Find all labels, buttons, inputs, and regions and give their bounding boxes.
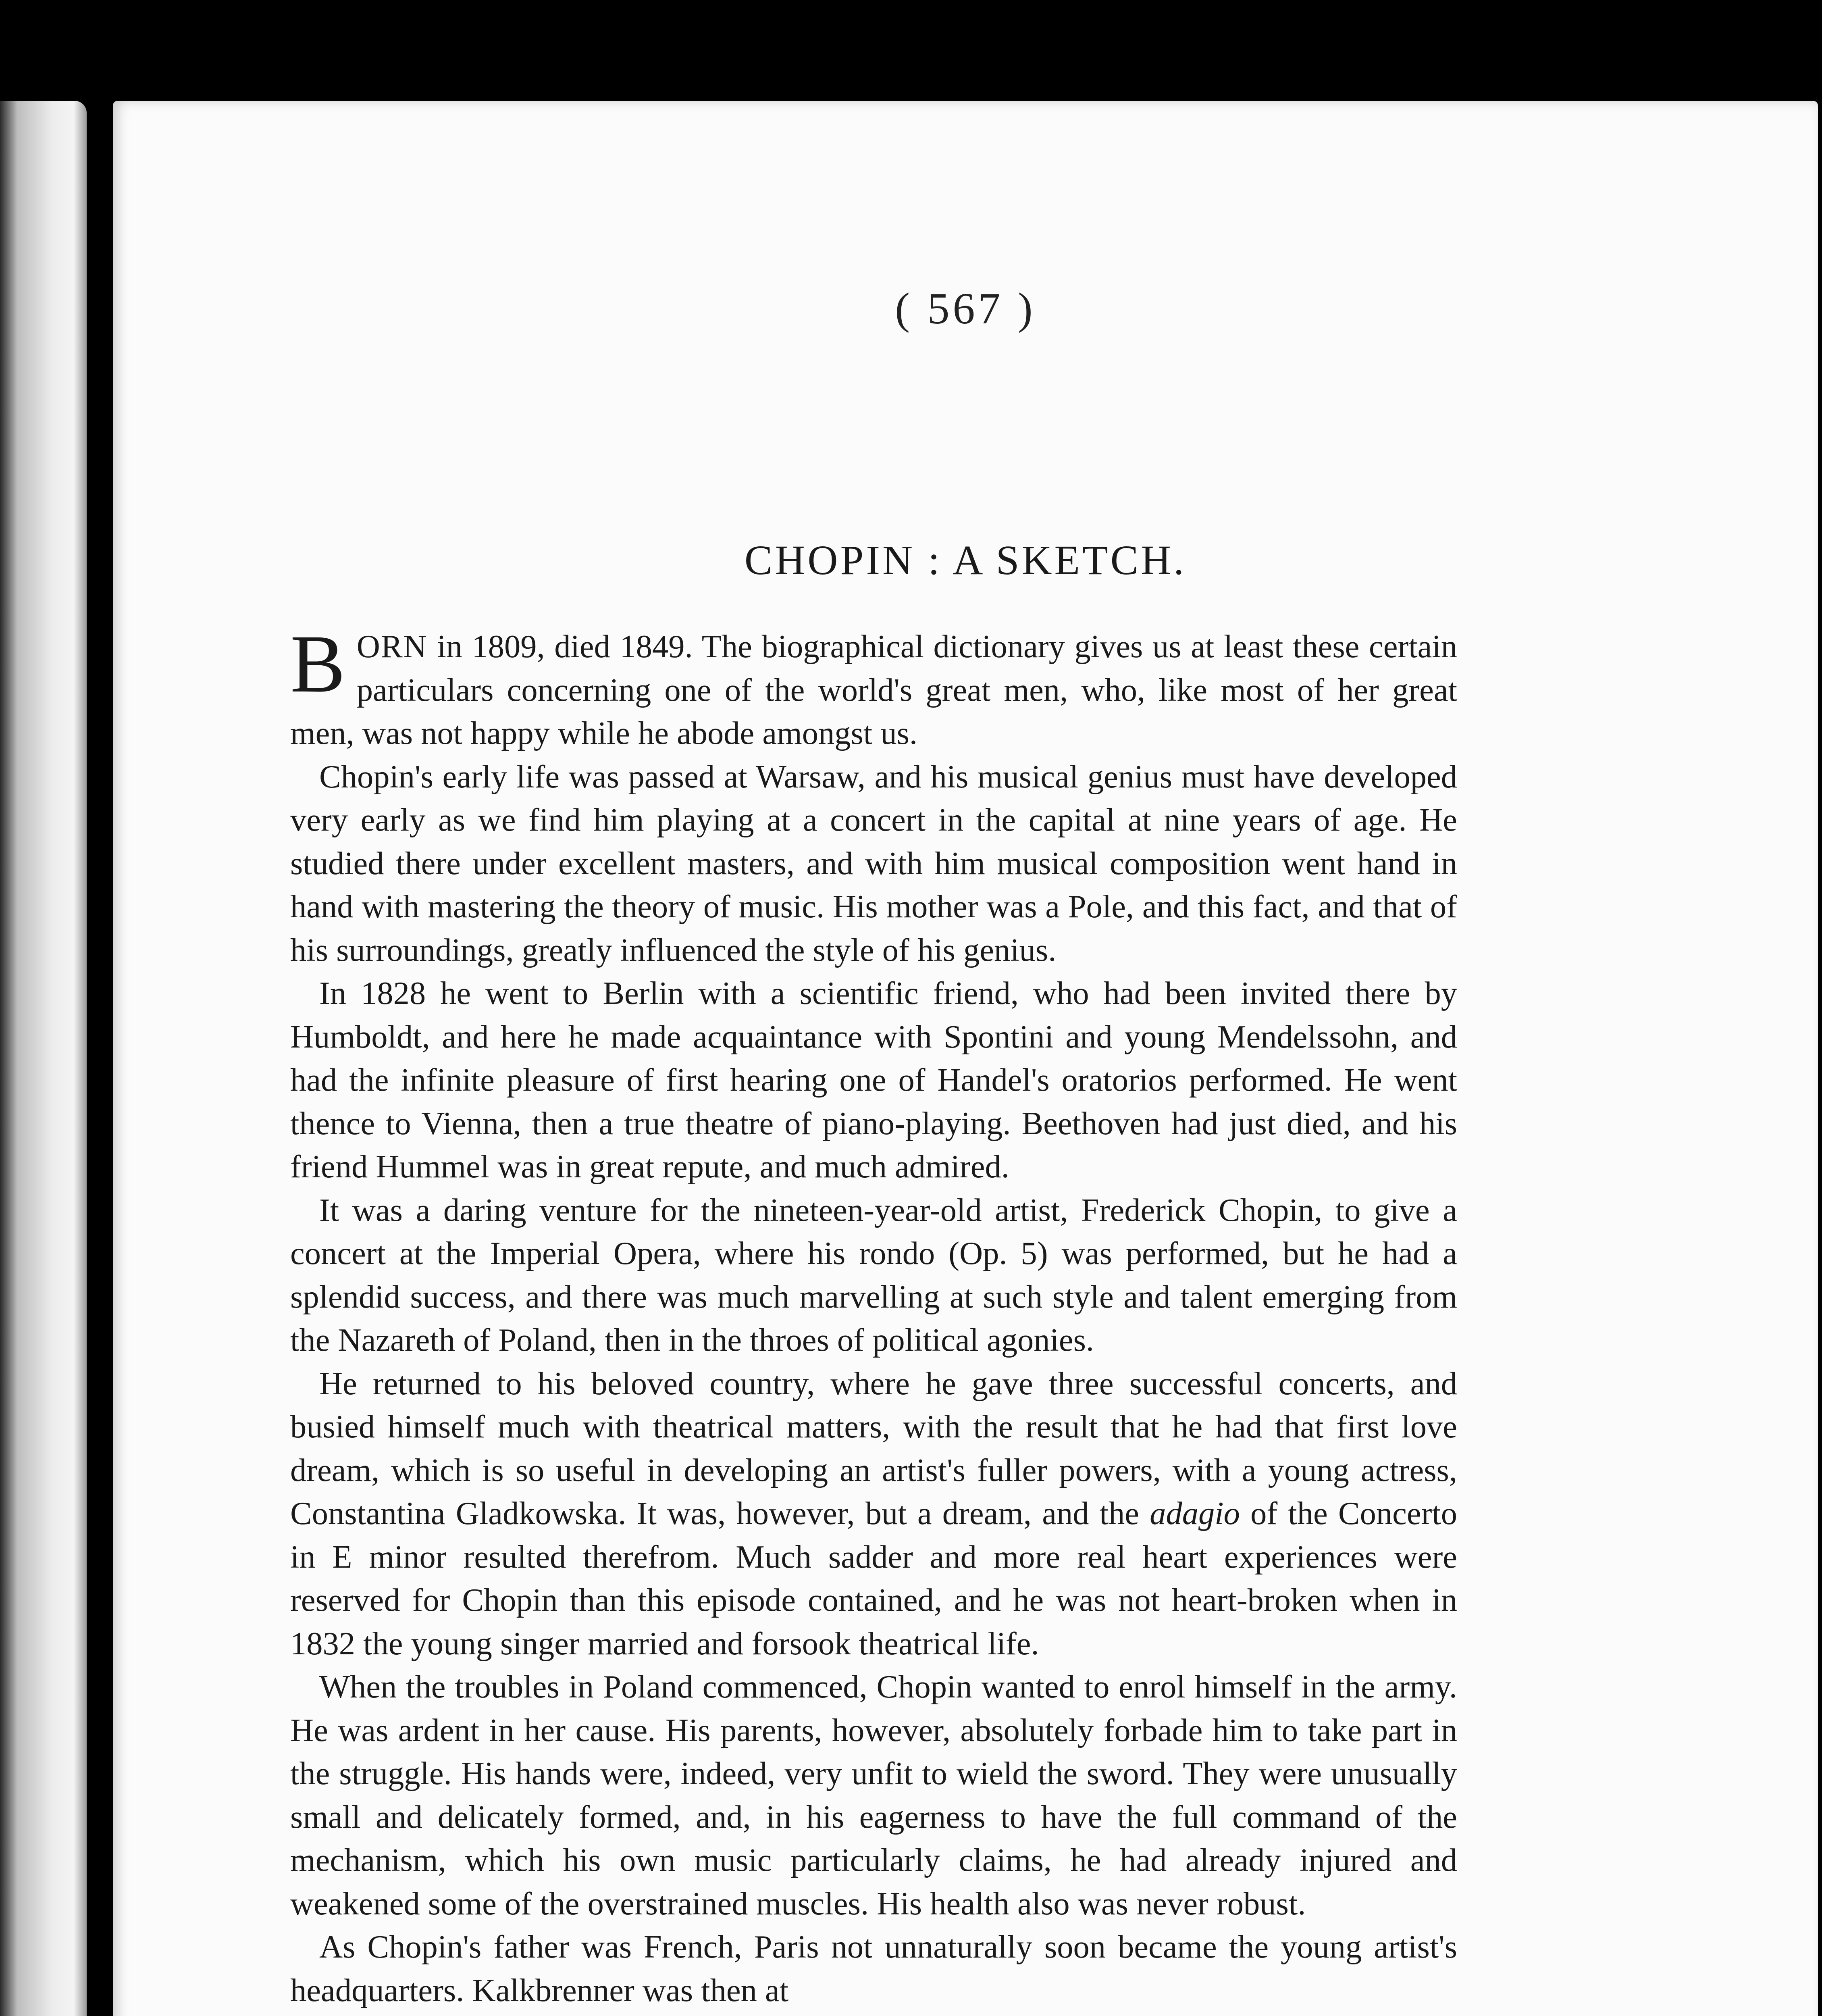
paragraph-return — [290, 1362, 1457, 1666]
article-title: CHOPIN : A SKETCH. — [744, 537, 1187, 583]
article-body — [290, 618, 1457, 2012]
paragraph-early-life: Chopin's early life was passed at Warsaw, and his musical genius must have developed very early as we find him playing at a concert in the capital at nine years of age. He studied there under excellent masters, and with him musical composition went hand in hand with mastering the theory of music. His mother was a Pole, and this fact, and that of his surroundings, greatly influenced the style of his genius. — [290, 758, 1457, 968]
opening-smallcaps: ORN — [356, 629, 428, 664]
opening-text: in 1809, died 1849. The biographical dictionary gives us at least these certain particulars concerning one of the world's great men, who, like most of her great men, was not happy while he abode amongst us. — [290, 629, 1457, 751]
paragraph-berlin: In 1828 he went to Berlin with a scientific friend, who had been invited there by Humboldt, and here he made acquaintance with Spontini and young Mendelssohn, and had the infinite pleasure of first hearing one of Handel's oratorios performed. He went thence to Vienna, then a true theatre of piano-playing. Beethoven had just died, and his friend Hummel was in great repute, and much admired. — [290, 975, 1457, 1185]
adagio-after: of the Concerto in E minor resulted therefrom. Much sadder and more real heart experiences were reserved for Chopin than this episode contained, and he was not heart-broken when in 1832 the young singer married and forsook theatrical life. — [290, 1495, 1457, 1662]
adagio-before: He returned to his beloved country, where he gave three successful concerts, and busied himself much with theatrical matters, with the result that he had that first love dream, which is so useful in developing an artist's fuller powers, with a young actress, Constantina Gladkowska. It was, however, but a dream, and the — [290, 1365, 1457, 1531]
paragraph-opening — [290, 618, 1457, 755]
left-page-edge — [0, 101, 87, 2016]
page-number: ( 567 ) — [895, 284, 1036, 333]
drop-cap: B — [290, 618, 345, 710]
book-page — [113, 101, 1818, 2016]
paragraph-paris: As Chopin's father was French, Paris not unnaturally soon became the young artist's headquarters. Kalkbrenner was then at — [290, 1929, 1457, 2008]
paragraph-poland-troubles: When the troubles in Poland commenced, Chopin wanted to enrol himself in the army. He was ardent in her cause. His parents, however, absolutely forbade him to take part in the struggle. His hands were, indeed, very unfit to wield the sword. They were unusually small and delicately formed, and, in his eagerness to have the full command of the mechanism, which his own music particularly claims, he had already injured and weakened some of the overstrained muscles. His health also was never robust. — [290, 1669, 1457, 1922]
adagio-italic: adagio — [1150, 1495, 1240, 1531]
paragraph-imperial-opera: It was a daring venture for the nineteen-year-old artist, Frederick Chopin, to give a concert at the Imperial Opera, where his rondo (Op. 5) was performed, but he had a splendid success, and there was much marvelling at such style and talent emerging from the Nazareth of Poland, then in the throes of political agonies. — [290, 1192, 1457, 1358]
